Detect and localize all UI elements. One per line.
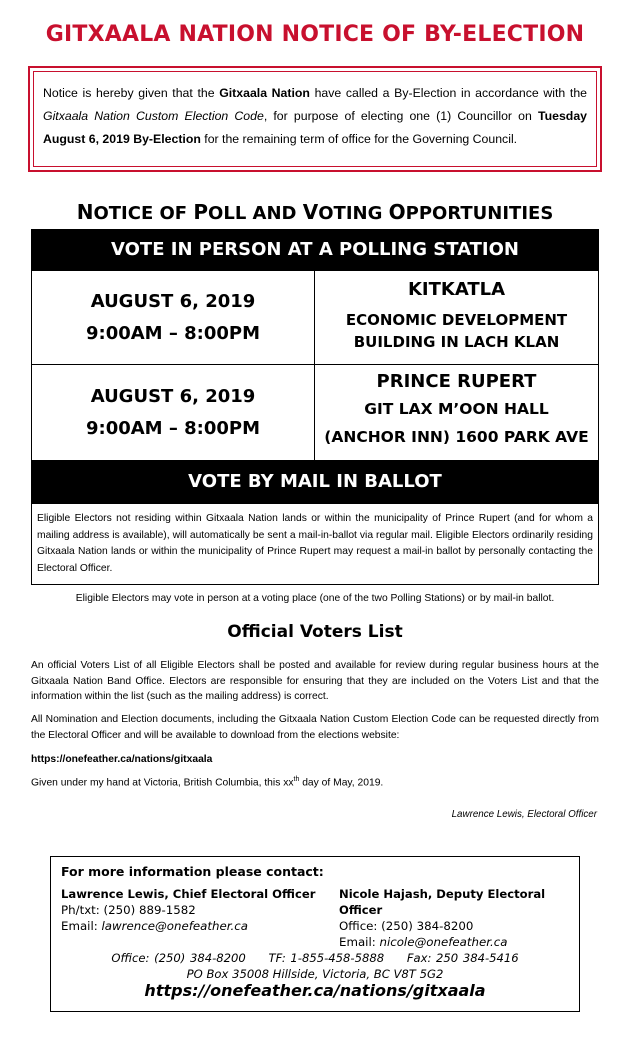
deputy-officer-contact	[339, 886, 579, 950]
in-person-heading: VOTE IN PERSON AT A POLLING STATION	[32, 230, 598, 270]
notice-text-part: have called a By-Election in accordance with the	[309, 86, 587, 100]
notice-text-part: Notice is hereby given that the	[43, 86, 220, 100]
heading-cap: N	[76, 200, 94, 224]
nation-name: Gitxaala Nation	[219, 86, 310, 100]
location-name: PRINCE RUPERT	[376, 371, 537, 392]
voters-list-heading: Official Voters List	[227, 622, 403, 642]
station-location	[315, 271, 598, 364]
station-row	[32, 270, 598, 364]
contact-heading: For more information please contact:	[61, 864, 324, 879]
station-date: AUGUST 6, 2019	[90, 385, 256, 407]
location-address	[346, 309, 567, 353]
heading-cap: O	[388, 200, 406, 224]
notice-box	[28, 66, 602, 172]
given-text: day of May, 2019.	[299, 777, 384, 789]
location-line: ECONOMIC DEVELOPMENT	[345, 311, 568, 329]
station-time: 9:00AM – 8:00PM	[85, 417, 261, 439]
website-link[interactable]: https://onefeather.ca/nations/gitxaala	[31, 754, 213, 765]
given-text: Given under my hand at Victoria, British Columbia, this xx	[31, 777, 294, 789]
documents-paragraph: All Nomination and Election documents, including the Gitxaala Nation Custom Election Code can be requested directly from the Electoral Officer and will be available to download from the elections website:	[31, 714, 599, 741]
toll-free-phone: TF: 1-855-458-5888	[268, 951, 385, 965]
election-code-name: Gitxaala Nation Custom Election Code	[43, 109, 264, 123]
mail-ballot-text: Eligible Electors not residing within Gitxaala Nation lands or within the municipality of Prince Rupert (and for whom a mailing address is available), will automatically be sent a mail-in-ballot via regular mail. Eligible Electors ordinarily residing Gitxaala Nation lands or within the municipality of Prince Rupert may request a mail-in ballot by personally contacting the Electoral Officer.	[37, 513, 593, 574]
voters-list-paragraph: An official Voters List of all Eligible Electors shall be posted and available for review during regular business hours at the Gitxaala Nation Band Office. Electors are responsible for ensuring that they are included on the Voters List and that the information within the list (such as the mailing address) is correct.	[31, 660, 599, 702]
email-label: Email:	[339, 935, 380, 949]
contact-name: Nicole Hajash, Deputy Electoral Officer	[339, 887, 546, 917]
heading-small-caps: OLL AND	[208, 203, 303, 224]
notice-text	[33, 71, 597, 167]
mail-ballot-heading: VOTE BY MAIL IN BALLOT	[32, 460, 598, 504]
contact-email-link[interactable]: nicole@onefeather.ca	[379, 935, 508, 949]
signature-line: Lawrence Lewis, Electoral Officer	[451, 809, 597, 820]
polling-table	[31, 229, 599, 585]
station-time: 9:00AM – 8:00PM	[85, 322, 261, 344]
given-under-hand	[31, 772, 599, 791]
email-label: Email:	[61, 919, 102, 933]
notice-text-part: for the remaining term of office for the Governing Council.	[200, 132, 518, 146]
heading-cap: V	[302, 200, 319, 224]
heading-small-caps: OTICE OF	[93, 203, 194, 224]
election-date: Tuesday August 6, 2019 By-Election	[43, 109, 587, 146]
station-datetime	[32, 271, 315, 364]
heading-cap: P	[193, 200, 209, 224]
location-name: KITKATLA	[407, 279, 506, 300]
station-datetime	[32, 365, 315, 460]
ordinal-suffix: th	[293, 776, 300, 783]
contact-name: Lawrence Lewis, Chief Electoral Officer	[61, 887, 316, 901]
contact-box	[50, 856, 580, 1012]
heading-small-caps: OTING	[318, 203, 389, 224]
contact-phone: Office: (250) 384-8200	[339, 919, 474, 933]
contact-email-row	[61, 918, 315, 934]
fax-number: Fax: 250 384-5416	[406, 951, 519, 965]
station-date: AUGUST 6, 2019	[90, 290, 256, 312]
location-line: GIT LAX M’OON HALL	[364, 400, 549, 418]
location-line: (ANCHOR INN) 1600 PARK AVE	[324, 428, 589, 446]
voting-options-note: Eligible Electors may vote in person at a voting place (one of the two Polling Stations) or by mail-in ballot.	[75, 593, 555, 604]
contact-email-link[interactable]: lawrence@onefeather.ca	[101, 919, 248, 933]
contact-email-row	[339, 934, 579, 950]
office-phone: Office: (250) 384-8200	[111, 951, 246, 965]
mailing-address: PO Box 35008 Hillside, Victoria, BC V8T 5G2	[186, 967, 444, 981]
poll-heading	[0, 200, 630, 224]
station-row	[32, 364, 598, 460]
office-numbers	[51, 951, 579, 965]
notice-text-part: , for purpose of electing one (1) Councillor on	[263, 109, 539, 123]
station-location	[315, 365, 598, 460]
chief-officer-contact	[61, 886, 315, 934]
page-title: GITXAALA NATION NOTICE OF BY-ELECTION	[45, 22, 585, 47]
heading-small-caps: PPORTUNITIES	[405, 203, 554, 224]
contact-website-link[interactable]: https://onefeather.ca/nations/gitxaala	[144, 981, 486, 1000]
contact-phone: Ph/txt: (250) 889-1582	[61, 903, 196, 917]
location-line: BUILDING IN LACH KLAN	[353, 333, 560, 351]
